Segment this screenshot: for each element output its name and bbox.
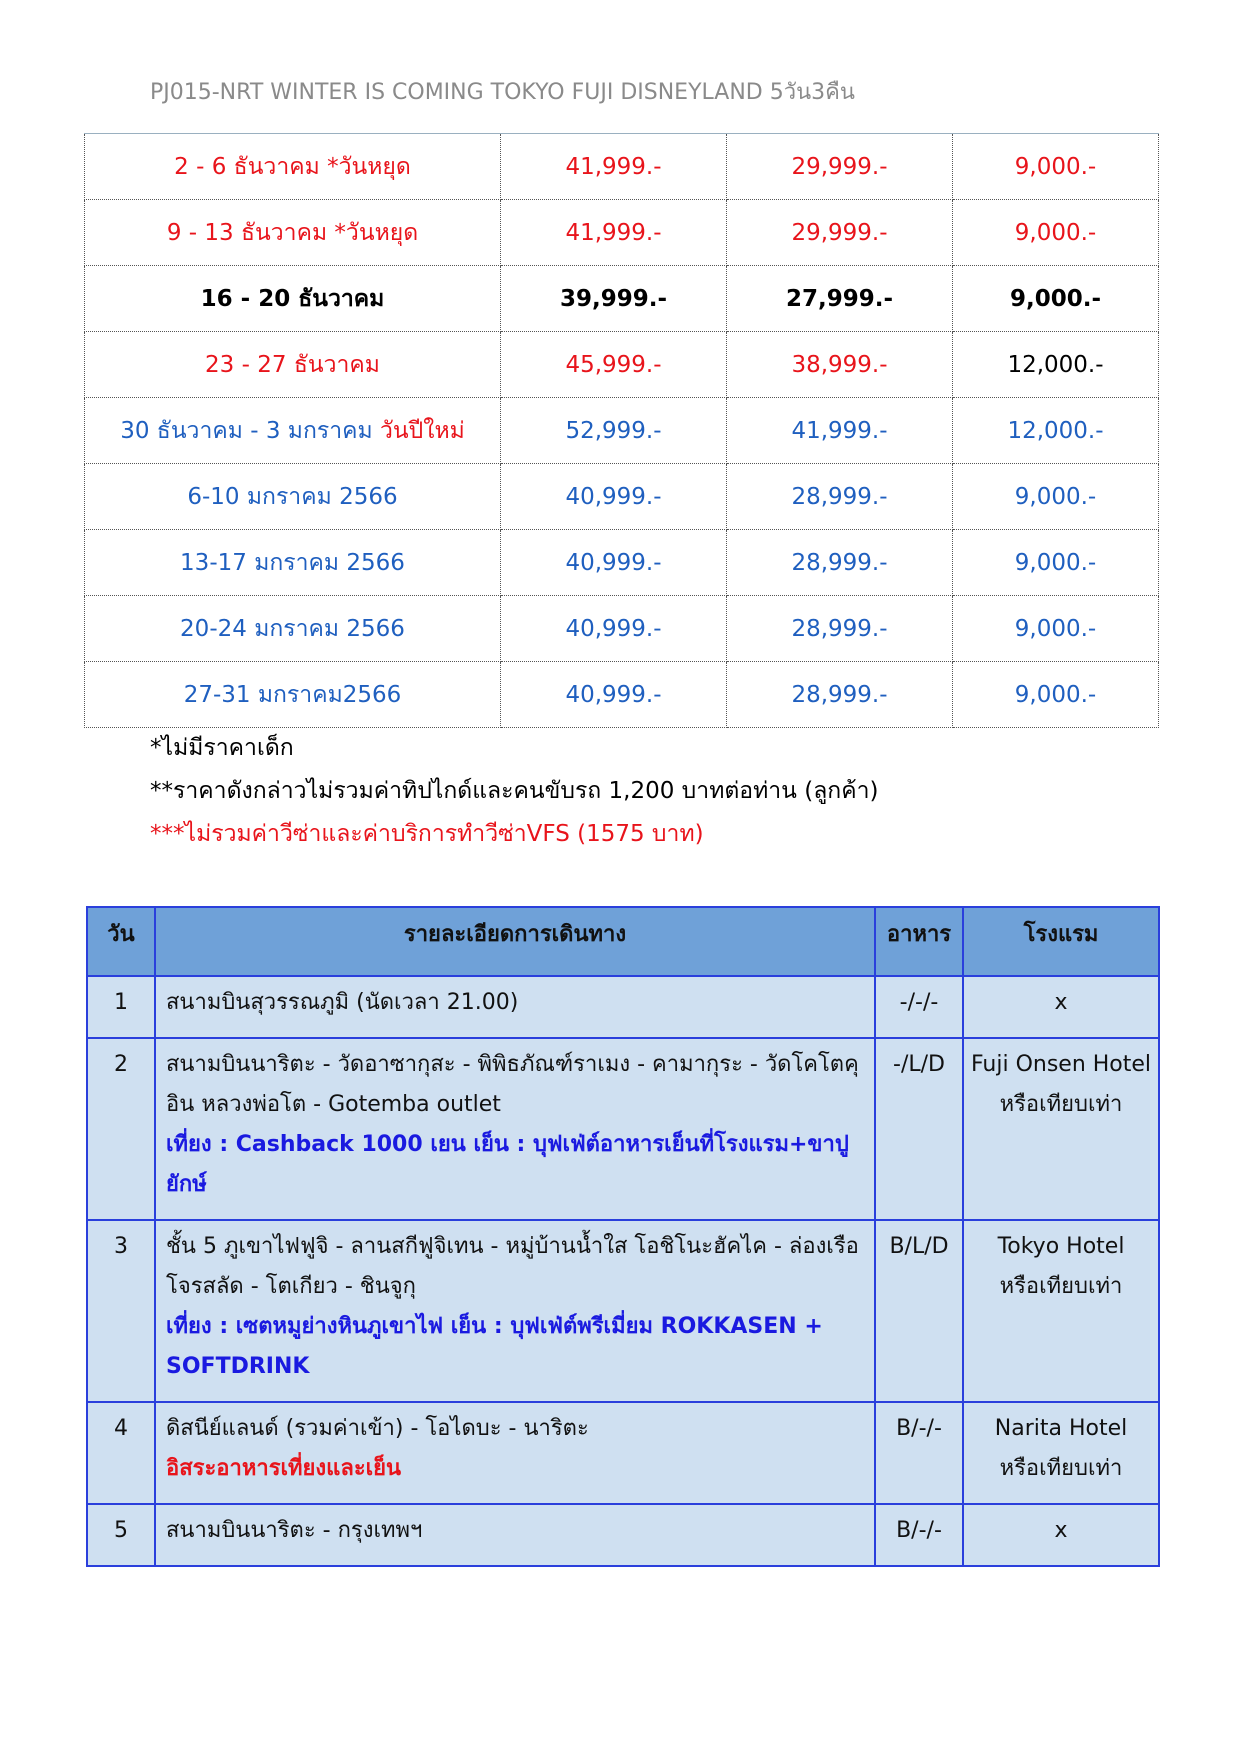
itinerary-header-row — [87, 907, 1159, 976]
table-row — [85, 530, 1159, 596]
single-supplement: 9,000.- — [953, 134, 1159, 200]
route-detail — [155, 1038, 875, 1220]
hotel-name: Tokyo Hotel — [997, 1234, 1125, 1259]
hotel-name: Narita Hotel — [994, 1416, 1128, 1441]
child-price: 27,999.- — [727, 266, 953, 332]
route-text: ดิสนีย์แลนด์ (รวมค่าเข้า) - โอไดบะ - นาริตะ — [166, 1416, 589, 1441]
adult-price: 45,999.- — [501, 332, 727, 398]
adult-price: 41,999.- — [501, 134, 727, 200]
adult-price: 40,999.- — [501, 530, 727, 596]
tip-note: **ราคาดังกล่าวไม่รวมค่าทิปไกด์และคนขับรถ 1,200 บาทต่อท่าน (ลูกค้า) — [150, 778, 879, 804]
meals: -/-/- — [875, 976, 963, 1038]
departure-date — [85, 398, 501, 464]
child-price: 29,999.- — [727, 134, 953, 200]
single-supplement: 12,000.- — [953, 332, 1159, 398]
single-supplement: 9,000.- — [953, 464, 1159, 530]
adult-price: 40,999.- — [501, 662, 727, 728]
visa-note: ***ไม่รวมค่าวีซ่าและค่าบริการทำวีซ่าVFS (1575 บาท) — [150, 821, 704, 847]
hotel-alternative: หรือเทียบเท่า — [999, 1092, 1123, 1117]
single-supplement: 9,000.- — [953, 662, 1159, 728]
day-number: 4 — [87, 1402, 155, 1504]
meal-note: เที่ยง : Cashback 1000 เยน เย็น : บุฟเฟ่ต์อาหารเย็นที่โรงแรม+ขาปูยักษ์ — [166, 1132, 849, 1197]
hotel — [963, 1504, 1159, 1566]
header-day: วัน — [87, 907, 155, 976]
adult-price: 40,999.- — [501, 596, 727, 662]
route-detail — [155, 1402, 875, 1504]
table-row — [85, 200, 1159, 266]
departure-date: 2 - 6 ธันวาคม *วันหยุด — [85, 134, 501, 200]
new-year-label: วันปีใหม่ — [380, 417, 465, 444]
header-hotel: โรงแรม — [963, 907, 1159, 976]
table-row — [85, 332, 1159, 398]
departure-date: 16 - 20 ธันวาคม — [85, 266, 501, 332]
adult-price: 52,999.- — [501, 398, 727, 464]
departure-date: 27-31 มกราคม2566 — [85, 662, 501, 728]
day-number: 2 — [87, 1038, 155, 1220]
no-child-price-note: *ไม่มีราคาเด็ก — [150, 735, 294, 761]
single-supplement: 9,000.- — [953, 200, 1159, 266]
route-detail — [155, 976, 875, 1038]
departure-date: 6-10 มกราคม 2566 — [85, 464, 501, 530]
hotel-name: x — [1054, 990, 1068, 1015]
table-row — [87, 1402, 1159, 1504]
table-row — [87, 1038, 1159, 1220]
table-row — [87, 1504, 1159, 1566]
route-detail — [155, 1220, 875, 1402]
adult-price: 41,999.- — [501, 200, 727, 266]
hotel — [963, 1038, 1159, 1220]
table-row — [85, 662, 1159, 728]
meals: B/L/D — [875, 1220, 963, 1402]
table-row — [85, 266, 1159, 332]
free-meal-note: อิสระอาหารเที่ยงและเย็น — [166, 1456, 402, 1481]
meals: -/L/D — [875, 1038, 963, 1220]
departure-date: 13-17 มกราคม 2566 — [85, 530, 501, 596]
adult-price: 40,999.- — [501, 464, 727, 530]
table-row — [85, 596, 1159, 662]
route-text: สนามบินนาริตะ - วัดอาซากุสะ - พิพิธภัณฑ์ราเมง - คามากุระ - วัดโคโตคุอิน หลวงพ่อโต - Gotemba outlet — [166, 1052, 859, 1117]
hotel-alternative: หรือเทียบเท่า — [999, 1274, 1123, 1299]
single-supplement: 12,000.- — [953, 398, 1159, 464]
child-price: 28,999.- — [727, 662, 953, 728]
departure-date: 9 - 13 ธันวาคม *วันหยุด — [85, 200, 501, 266]
departure-date: 23 - 27 ธันวาคม — [85, 332, 501, 398]
hotel-alternative: หรือเทียบเท่า — [999, 1456, 1123, 1481]
day-number: 1 — [87, 976, 155, 1038]
child-price: 28,999.- — [727, 530, 953, 596]
hotel-name: Fuji Onsen Hotel — [970, 1052, 1152, 1077]
header-meals: อาหาร — [875, 907, 963, 976]
meal-note: เที่ยง : เซตหมูย่างหินภูเขาไฟ เย็น : บุฟเฟ่ต์พรีเมี่ยม ROKKASEN + SOFTDRINK — [166, 1314, 823, 1379]
price-table — [84, 133, 1159, 728]
route-text: สนามบินนาริตะ - กรุงเทพฯ — [166, 1518, 423, 1543]
date-range: 30 ธันวาคม - 3 มกราคม — [120, 417, 380, 444]
table-row — [87, 1220, 1159, 1402]
route-text: สนามบินสุวรรณภูมิ (นัดเวลา 21.00) — [166, 990, 519, 1015]
day-number: 3 — [87, 1220, 155, 1402]
table-row — [85, 464, 1159, 530]
child-price: 29,999.- — [727, 200, 953, 266]
child-price: 28,999.- — [727, 464, 953, 530]
single-supplement: 9,000.- — [953, 596, 1159, 662]
hotel — [963, 1402, 1159, 1504]
child-price: 38,999.- — [727, 332, 953, 398]
single-supplement: 9,000.- — [953, 530, 1159, 596]
table-row — [87, 976, 1159, 1038]
route-text: ชั้น 5 ภูเขาไฟฟูจิ - ลานสกีฟูจิเทน - หมู่บ้านน้ำใส โอชิโนะฮัคไค - ล่องเรือโจรสลัด - โตเกียว - ชินจูกุ — [166, 1234, 859, 1299]
single-supplement: 9,000.- — [953, 266, 1159, 332]
route-detail — [155, 1504, 875, 1566]
child-price: 28,999.- — [727, 596, 953, 662]
hotel-name: x — [1054, 1518, 1068, 1543]
day-number: 5 — [87, 1504, 155, 1566]
adult-price: 39,999.- — [501, 266, 727, 332]
child-price: 41,999.- — [727, 398, 953, 464]
table-row — [85, 134, 1159, 200]
price-notes — [150, 727, 879, 856]
itinerary-table — [86, 906, 1160, 1567]
page-header-title: PJ015-NRT WINTER IS COMING TOKYO FUJI DISNEYLAND 5วัน3คืน — [150, 80, 855, 105]
hotel — [963, 1220, 1159, 1402]
table-row — [85, 398, 1159, 464]
hotel — [963, 976, 1159, 1038]
meals: B/-/- — [875, 1504, 963, 1566]
meals: B/-/- — [875, 1402, 963, 1504]
header-detail: รายละเอียดการเดินทาง — [155, 907, 875, 976]
departure-date: 20-24 มกราคม 2566 — [85, 596, 501, 662]
